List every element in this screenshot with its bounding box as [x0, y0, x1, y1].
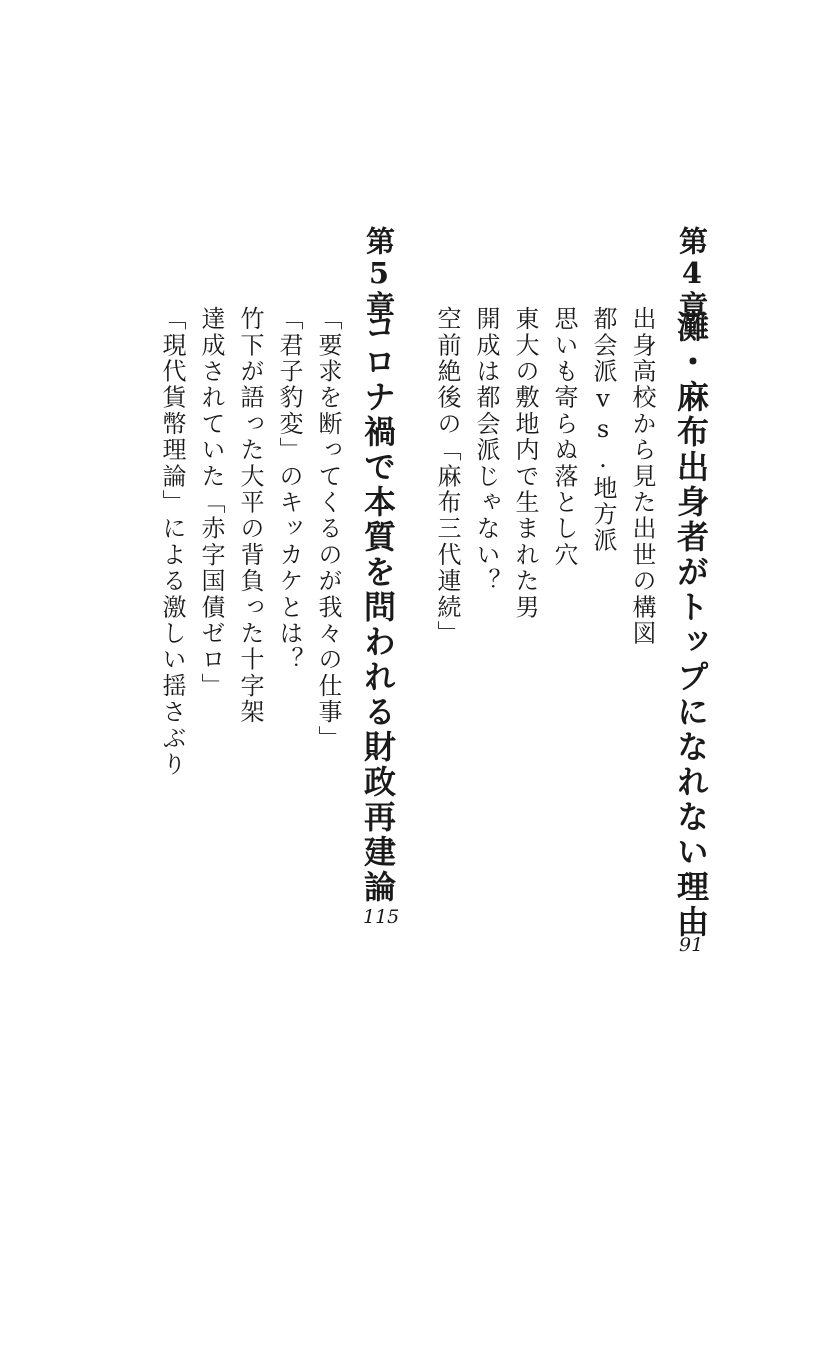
chapter5-page-number: 115	[363, 906, 400, 928]
chapter5-section-5: 「現代貨幣理論」による激しい揺さぶり	[158, 306, 186, 778]
chapter5-section-3: 竹下が語った大平の背負った十字架	[236, 306, 264, 726]
chapter4-section-4: 東大の敷地内で生まれた男	[511, 306, 539, 621]
chapter5-section-2: 「君子豹変」のキッカケとは？	[275, 306, 303, 673]
chapter4-page-number: 91	[679, 934, 704, 956]
chapter4-label: 第4章	[675, 226, 709, 321]
chapter5-section-4: 達成されていた「赤字国債ゼロ」	[197, 306, 225, 699]
chapter4-section-2: 都会派vs.地方派	[589, 306, 617, 554]
chapter5-section-1: 「要求を断ってくるのが我々の仕事」	[314, 306, 342, 752]
chapter4-section-6: 空前絶後の「麻布三代連続」	[433, 306, 461, 647]
chapter4-section-1: 出身高校から見た出世の構図	[628, 306, 656, 647]
chapter5-label: 第5章	[362, 226, 396, 321]
chapter4-section-5: 開成は都会派じゃない？	[472, 306, 500, 595]
chapter4-title: 灘・麻布出身者がトップになれない理由	[672, 310, 710, 940]
chapter4-section-3: 思いも寄らぬ落とし穴	[550, 306, 578, 568]
chapter5-title: コロナ禍で本質を問われる財政再建論	[359, 310, 397, 905]
